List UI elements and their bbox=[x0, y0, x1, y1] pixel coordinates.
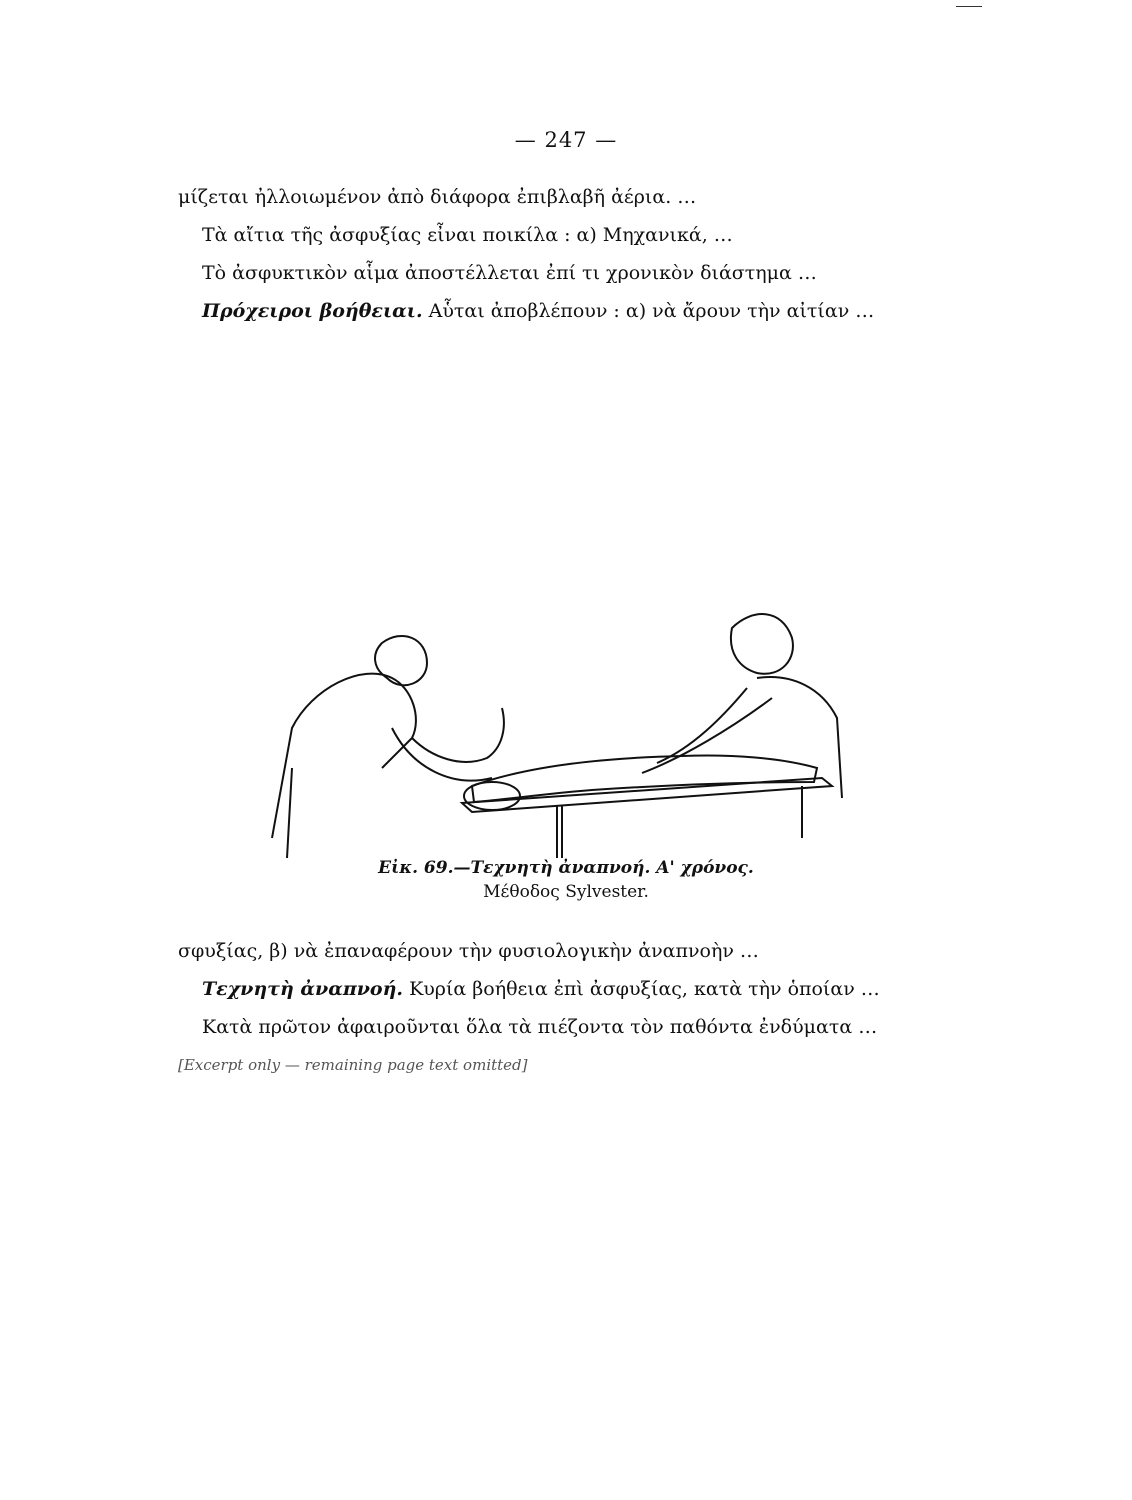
heading-first-aid: Πρόχειροι βοήθειαι. bbox=[202, 300, 423, 322]
paragraph-5: σφυξίας, β) νὰ ἐπαναφέρουν τὴν φυσιολογικὴν ἀναπνοὴν … bbox=[178, 940, 759, 962]
paragraph-4-text: Αὗται ἀποβλέπουν : α) νὰ ἄρουν τὴν αἰτίαν … bbox=[428, 300, 875, 322]
paragraph-4 bbox=[178, 296, 954, 326]
figure-illustration bbox=[262, 568, 864, 858]
page-number: — 247 — bbox=[514, 128, 618, 152]
paragraph-3: Τὸ ἀσφυκτικὸν αἷμα ἀποστέλλεται ἐπί τι χρονικὸν διάστημα … bbox=[202, 262, 817, 284]
patient-body bbox=[472, 756, 817, 803]
paragraph-2: Τὰ αἴτια τῆς ἀσφυξίας εἶναι ποικίλα : α) Μηχανικά, … bbox=[202, 224, 733, 246]
edge-mark bbox=[956, 6, 982, 7]
text-block-top bbox=[178, 182, 954, 334]
text-block-bottom bbox=[178, 936, 954, 1088]
rescuer-right-head bbox=[731, 614, 793, 674]
resuscitation-illustration bbox=[262, 568, 864, 858]
heading-artificial-respiration: Τεχνητὴ ἀναπνοή. bbox=[202, 978, 404, 1000]
rescuer-left-arm bbox=[412, 708, 504, 762]
rescuer-left-arm-2 bbox=[392, 728, 492, 781]
caption-method: Μέθοδος Sylvester. bbox=[483, 882, 649, 902]
rescuer-left-head bbox=[375, 636, 427, 685]
rescuer-left-leg bbox=[287, 768, 292, 858]
rescuer-left-body bbox=[272, 674, 416, 838]
paragraph-7: Κατὰ πρῶτον ἀφαιροῦνται ὅλα τὰ πιέζοντα τὸν παθόντα ἐνδύματα … bbox=[202, 1016, 878, 1038]
figure-caption bbox=[0, 856, 1132, 904]
paragraph-6 bbox=[178, 974, 954, 1004]
excerpt-note: [Excerpt only — remaining page text omitted] bbox=[178, 1056, 528, 1074]
paragraph-6-text: Κυρία βοήθεια ἐπὶ ἀσφυξίας, κατὰ τὴν ὁποίαν … bbox=[409, 978, 880, 1000]
paragraph-1: μίζεται ἠλλοιωμένον ἀπὸ διάφορα ἐπιβλαβῆ ἀέρια. … bbox=[178, 186, 697, 208]
caption-title: Εἰκ. 69.—Τεχνητὴ ἀναπνοή. Α' χρόνος. bbox=[378, 858, 754, 878]
